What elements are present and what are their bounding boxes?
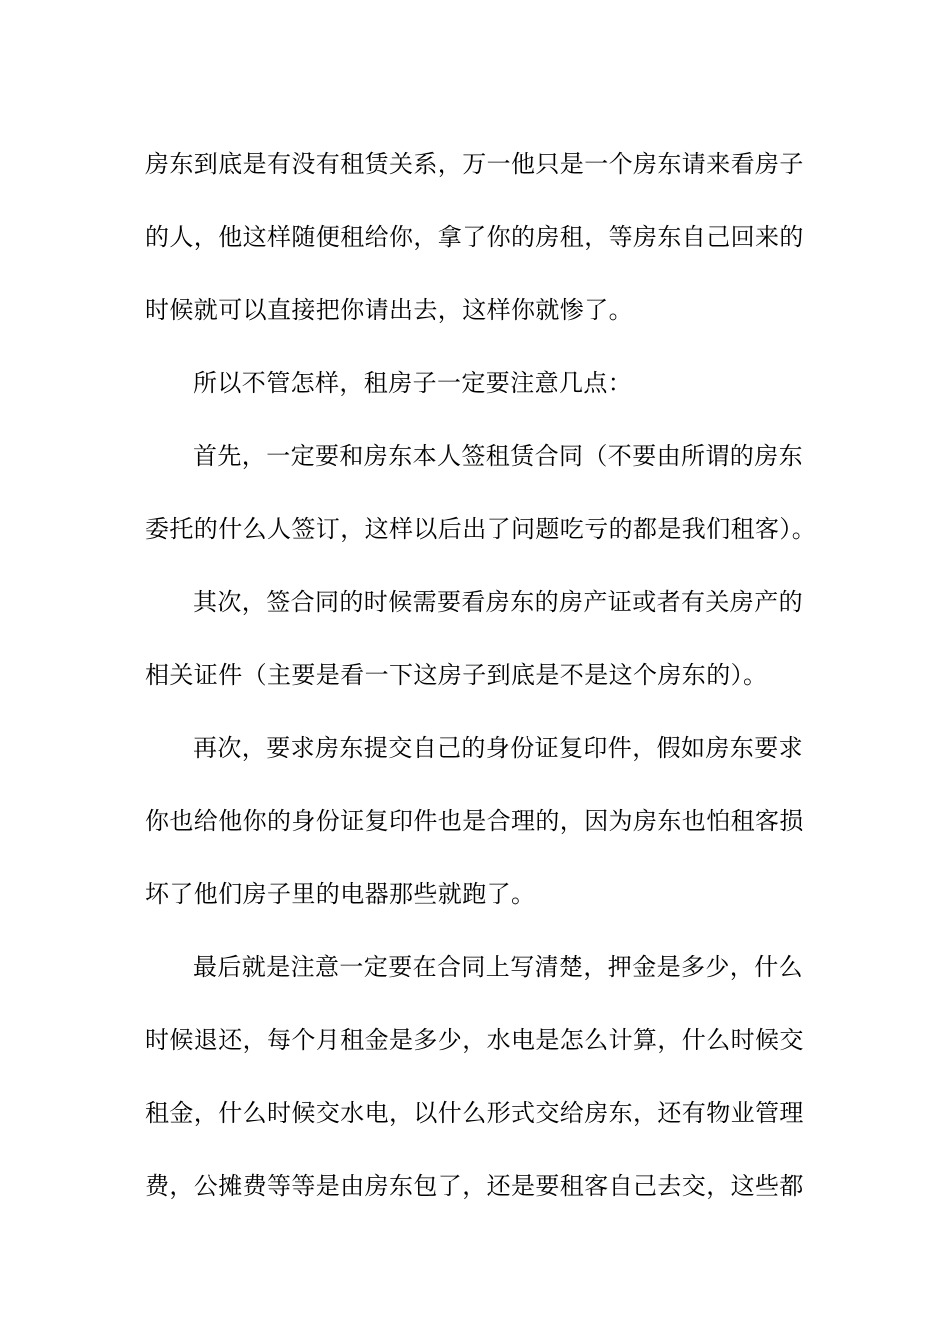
text-line: 租金，什么时候交水电，以什么形式交给房东，还有物业管理	[145, 1099, 804, 1127]
text-line: 首先，一定要和房东本人签租赁合同（不要由所谓的房东	[193, 442, 803, 470]
text-line: 时候就可以直接把你请出去，这样你就惨了。	[145, 296, 633, 324]
text-line: 其次，签合同的时候需要看房东的房产证或者有关房产的	[193, 588, 803, 616]
text-line: 的人，他这样随便租给你，拿了你的房租，等房东自己回来的	[145, 223, 804, 251]
paragraph-6	[145, 931, 805, 1223]
paragraph-3	[145, 420, 817, 566]
text-line: 时候退还，每个月租金是多少，水电是怎么计算，什么时候交	[145, 1026, 804, 1054]
text-line: 委托的什么人签订，这样以后出了问题吃亏的都是我们租客）。	[145, 515, 817, 543]
text-line: 房东到底是有没有租赁关系，万一他只是一个房东请来看房子	[145, 150, 804, 178]
text-line: 坏了他们房子里的电器那些就跑了。	[145, 880, 536, 908]
text-line: 所以不管怎样，租房子一定要注意几点：	[193, 369, 633, 397]
text-line: 最后就是注意一定要在合同上写清楚，押金是多少，什么	[193, 953, 803, 981]
paragraph-4	[145, 566, 805, 712]
text-line: 再次，要求房东提交自己的身份证复印件，假如房东要求	[193, 734, 803, 762]
paragraph-1	[145, 128, 805, 347]
text-line: 费，公摊费等等是由房东包了，还是要租客自己去交，这些都	[145, 1172, 804, 1200]
paragraph-5	[145, 712, 805, 931]
document-body	[145, 128, 817, 1223]
text-line: 相关证件（主要是看一下这房子到底是不是这个房东的）。	[145, 661, 768, 689]
paragraph-2	[145, 347, 805, 420]
text-line: 你也给他你的身份证复印件也是合理的，因为房东也怕租客损	[145, 807, 804, 835]
